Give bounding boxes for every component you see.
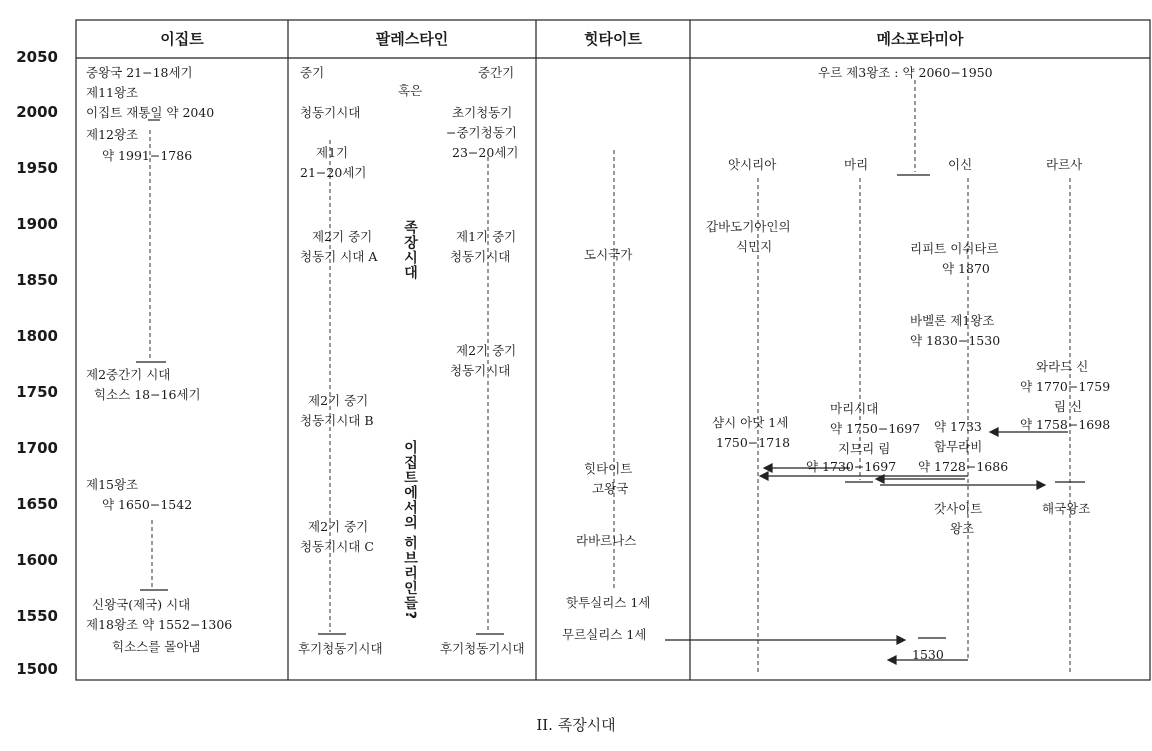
palestine-p1mid-2: 청동기시대 bbox=[450, 249, 511, 264]
meso-yak1733: 약 1733 bbox=[934, 419, 982, 434]
year-label: 2000 bbox=[16, 103, 58, 121]
palestine-century: 23−20세기 bbox=[452, 145, 519, 160]
header-mesopotamia: 메소포타미아 bbox=[876, 30, 964, 48]
hittite-old-kingdom-1: 힛타이트 bbox=[584, 461, 633, 476]
egypt-second-intermediate: 제2중간기 시대 bbox=[86, 367, 171, 382]
meso-warad-2: 약 1770−1759 bbox=[1020, 379, 1111, 394]
meso-warad-1: 와라드 신 bbox=[1036, 359, 1089, 374]
header-palestine: 팔레스타인 bbox=[375, 30, 449, 48]
egypt-middle-kingdom: 중왕국 21−18세기 bbox=[86, 65, 193, 80]
egypt-dyn12-dates: 약 1991−1786 bbox=[102, 148, 193, 163]
egypt-expel-hyksos: 힉소스를 몰아냄 bbox=[112, 639, 201, 654]
year-label: 1950 bbox=[16, 159, 58, 177]
meso-babylon-1: 바벨론 제1왕조 bbox=[910, 313, 995, 328]
palestine-p1mid-1: 제1기 중기 bbox=[456, 229, 517, 244]
meso-ur3: 우르 제3왕조 : 약 2060−1950 bbox=[818, 65, 993, 80]
meso-shamshi-2: 1750−1718 bbox=[716, 435, 791, 450]
palestine-late-bronze-b: 후기청동기시대 bbox=[440, 641, 525, 656]
year-label: 1550 bbox=[16, 607, 58, 625]
meso-zimri-1: 지므리 림 bbox=[838, 441, 891, 456]
hittite-labarnas: 라바르나스 bbox=[576, 533, 637, 548]
palestine-or: 혹은 bbox=[398, 83, 423, 98]
hittite-hattusilis: 핫투실리스 1세 bbox=[566, 595, 651, 610]
year-label: 1600 bbox=[16, 551, 58, 569]
header-hittite: 힛타이트 bbox=[584, 30, 642, 48]
meso-1530: 1530 bbox=[912, 647, 944, 662]
palestine-m2b-1: 제2기 중기 bbox=[308, 393, 369, 408]
year-label: 1900 bbox=[16, 215, 58, 233]
meso-cappadocia-1: 갑바도기아인의 bbox=[706, 219, 791, 234]
palestine-m2c-2: 청동기시대 C bbox=[300, 539, 374, 554]
year-label: 1700 bbox=[16, 439, 58, 457]
palestine-early-bronze: 초기청동기 bbox=[452, 105, 513, 120]
hittite-old-kingdom-2: 고왕국 bbox=[592, 481, 629, 496]
meso-rimsin-2: 약 1758−1698 bbox=[1020, 417, 1111, 432]
palestine-late-bronze-a: 후기청동기시대 bbox=[298, 641, 383, 656]
year-label: 1850 bbox=[16, 271, 58, 289]
palestine-phase1: 제1기 bbox=[316, 145, 349, 160]
palestine-bronze: 청동기시대 bbox=[300, 105, 361, 120]
egypt-dyn12: 제12왕조 bbox=[86, 127, 139, 142]
meso-zimri-2: 약 1730−1697 bbox=[806, 459, 897, 474]
meso-cappadocia-2: 식민지 bbox=[736, 239, 773, 254]
year-label: 1500 bbox=[16, 660, 58, 678]
meso-sealand: 해국왕조 bbox=[1042, 501, 1091, 516]
meso-babylon-2: 약 1830−1530 bbox=[910, 333, 1001, 348]
palestine-m2c-1: 제2기 중기 bbox=[308, 519, 369, 534]
hittite-mursilis: 무르실리스 1세 bbox=[562, 627, 647, 642]
palestine-middle-bronze: −중기청동기 bbox=[446, 125, 517, 140]
egypt-hyksos: 힉소스 18−16세기 bbox=[94, 387, 201, 402]
figure-caption: II. 족장시대 bbox=[536, 716, 616, 734]
palestine-m2a-1: 제2기 중기 bbox=[312, 229, 373, 244]
meso-lipit-2: 약 1870 bbox=[942, 261, 990, 276]
palestine-patriarch-label: 족장시대 bbox=[402, 220, 418, 280]
palestine-hebrews-label: 이집트에서의 히브리인들? bbox=[402, 440, 418, 620]
palestine-m2b-2: 청동기시대 B bbox=[300, 413, 374, 428]
meso-mari-period-1: 마리시대 bbox=[830, 401, 879, 416]
egypt-dyn15-dates: 약 1650−1542 bbox=[102, 497, 193, 512]
palestine-intermediate: 중간기 bbox=[478, 65, 515, 80]
meso-mari: 마리 bbox=[844, 157, 869, 172]
egypt-reunify: 이집트 재통일 약 2040 bbox=[86, 105, 215, 120]
palestine-m2a-2: 청동기 시대 A bbox=[300, 249, 378, 264]
meso-hammurabi-1: 함무라비 bbox=[934, 439, 983, 454]
meso-rimsin-1: 림 신 bbox=[1054, 399, 1083, 414]
meso-hammurabi-2: 약 1728−1686 bbox=[918, 459, 1009, 474]
year-label: 1800 bbox=[16, 327, 58, 345]
meso-isin: 이신 bbox=[948, 157, 973, 172]
hittite-city-states: 도시국가 bbox=[584, 247, 633, 262]
meso-assyria: 앗시리아 bbox=[728, 157, 777, 172]
meso-mari-period-2: 약 1750−1697 bbox=[830, 421, 921, 436]
egypt-dyn15: 제15왕조 bbox=[86, 477, 139, 492]
meso-larsa: 라르사 bbox=[1046, 157, 1083, 172]
meso-shamshi-1: 샴시 아닷 1세 bbox=[712, 415, 789, 430]
year-label: 1650 bbox=[16, 495, 58, 513]
palestine-middle: 중기 bbox=[300, 65, 325, 80]
year-label: 2050 bbox=[16, 48, 58, 66]
meso-kassite-1: 갓사이트 bbox=[934, 501, 983, 516]
year-label: 1750 bbox=[16, 383, 58, 401]
header-egypt: 이집트 bbox=[160, 30, 204, 48]
egypt-new-kingdom: 신왕국(제국) 시대 bbox=[92, 597, 191, 612]
palestine-p2mid-2: 청동기시대 bbox=[450, 363, 511, 378]
palestine-phase1-dates: 21−20세기 bbox=[300, 165, 367, 180]
egypt-dyn11: 제11왕조 bbox=[86, 85, 139, 100]
meso-kassite-2: 왕조 bbox=[950, 521, 975, 536]
egypt-dyn18: 제18왕조 약 1552−1306 bbox=[86, 617, 233, 632]
meso-lipit-1: 리피트 이쉬타르 bbox=[910, 241, 999, 256]
palestine-p2mid-1: 제2기 중기 bbox=[456, 343, 517, 358]
